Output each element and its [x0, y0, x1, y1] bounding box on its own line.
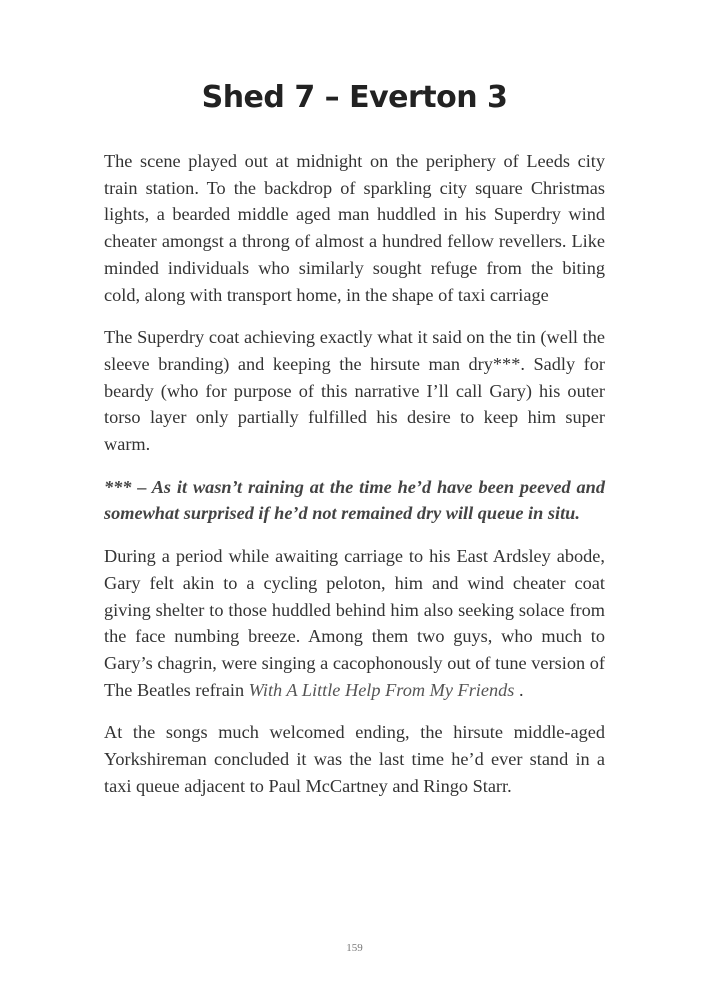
paragraph-3-end: . [514, 679, 524, 700]
footnote-paragraph: *** – As it wasn’t raining at the time he’d have been peeved and somewhat surprised if he’d not remained dry will queue in situ. [104, 476, 605, 524]
paragraph-4: At the songs much welcomed ending, the hirsute middle-aged Yorkshireman concluded it was the last time he’d ever stand in a taxi queue adjacent to Paul McCartney and Ringo Starr. [104, 722, 605, 796]
chapter-body [104, 148, 605, 815]
song-title: With A Little Help From My Friends [248, 679, 515, 700]
page-number: 159 [346, 942, 363, 954]
paragraph-3 [104, 543, 605, 703]
paragraph-2: The Superdry coat achieving exactly what it said on the tin (well the sleeve branding) and keeping the hirsute man dry***. Sadly for beardy (who for purpose of this narrative I’ll call Gary) his outer torso layer only partially fulfilled his desire to keep him super warm. [104, 327, 605, 455]
paragraph-1: The scene played out at midnight on the periphery of Leeds city train station. To the backdrop of sparkling city square Christmas lights, a bearded middle aged man huddled in his Superdry wind cheater amongst a throng of almost a hundred fellow revellers. Like minded individuals who similarly sought refuge from the biting cold, along with transport home, in the shape of taxi carriage [104, 151, 605, 305]
paragraph-3-text: During a period while awaiting carriage to his East Ardsley abode, Gary felt akin to a cycling peloton, him and wind cheater coat giving shelter to those huddled behind him also seeking solace from the face numbing breeze. Among them two guys, who much to Gary’s chagrin, were singing a cacophonously out of tune version of The Beatles refrain [104, 546, 605, 700]
chapter-title: Shed 7 – Everton 3 [201, 80, 508, 115]
